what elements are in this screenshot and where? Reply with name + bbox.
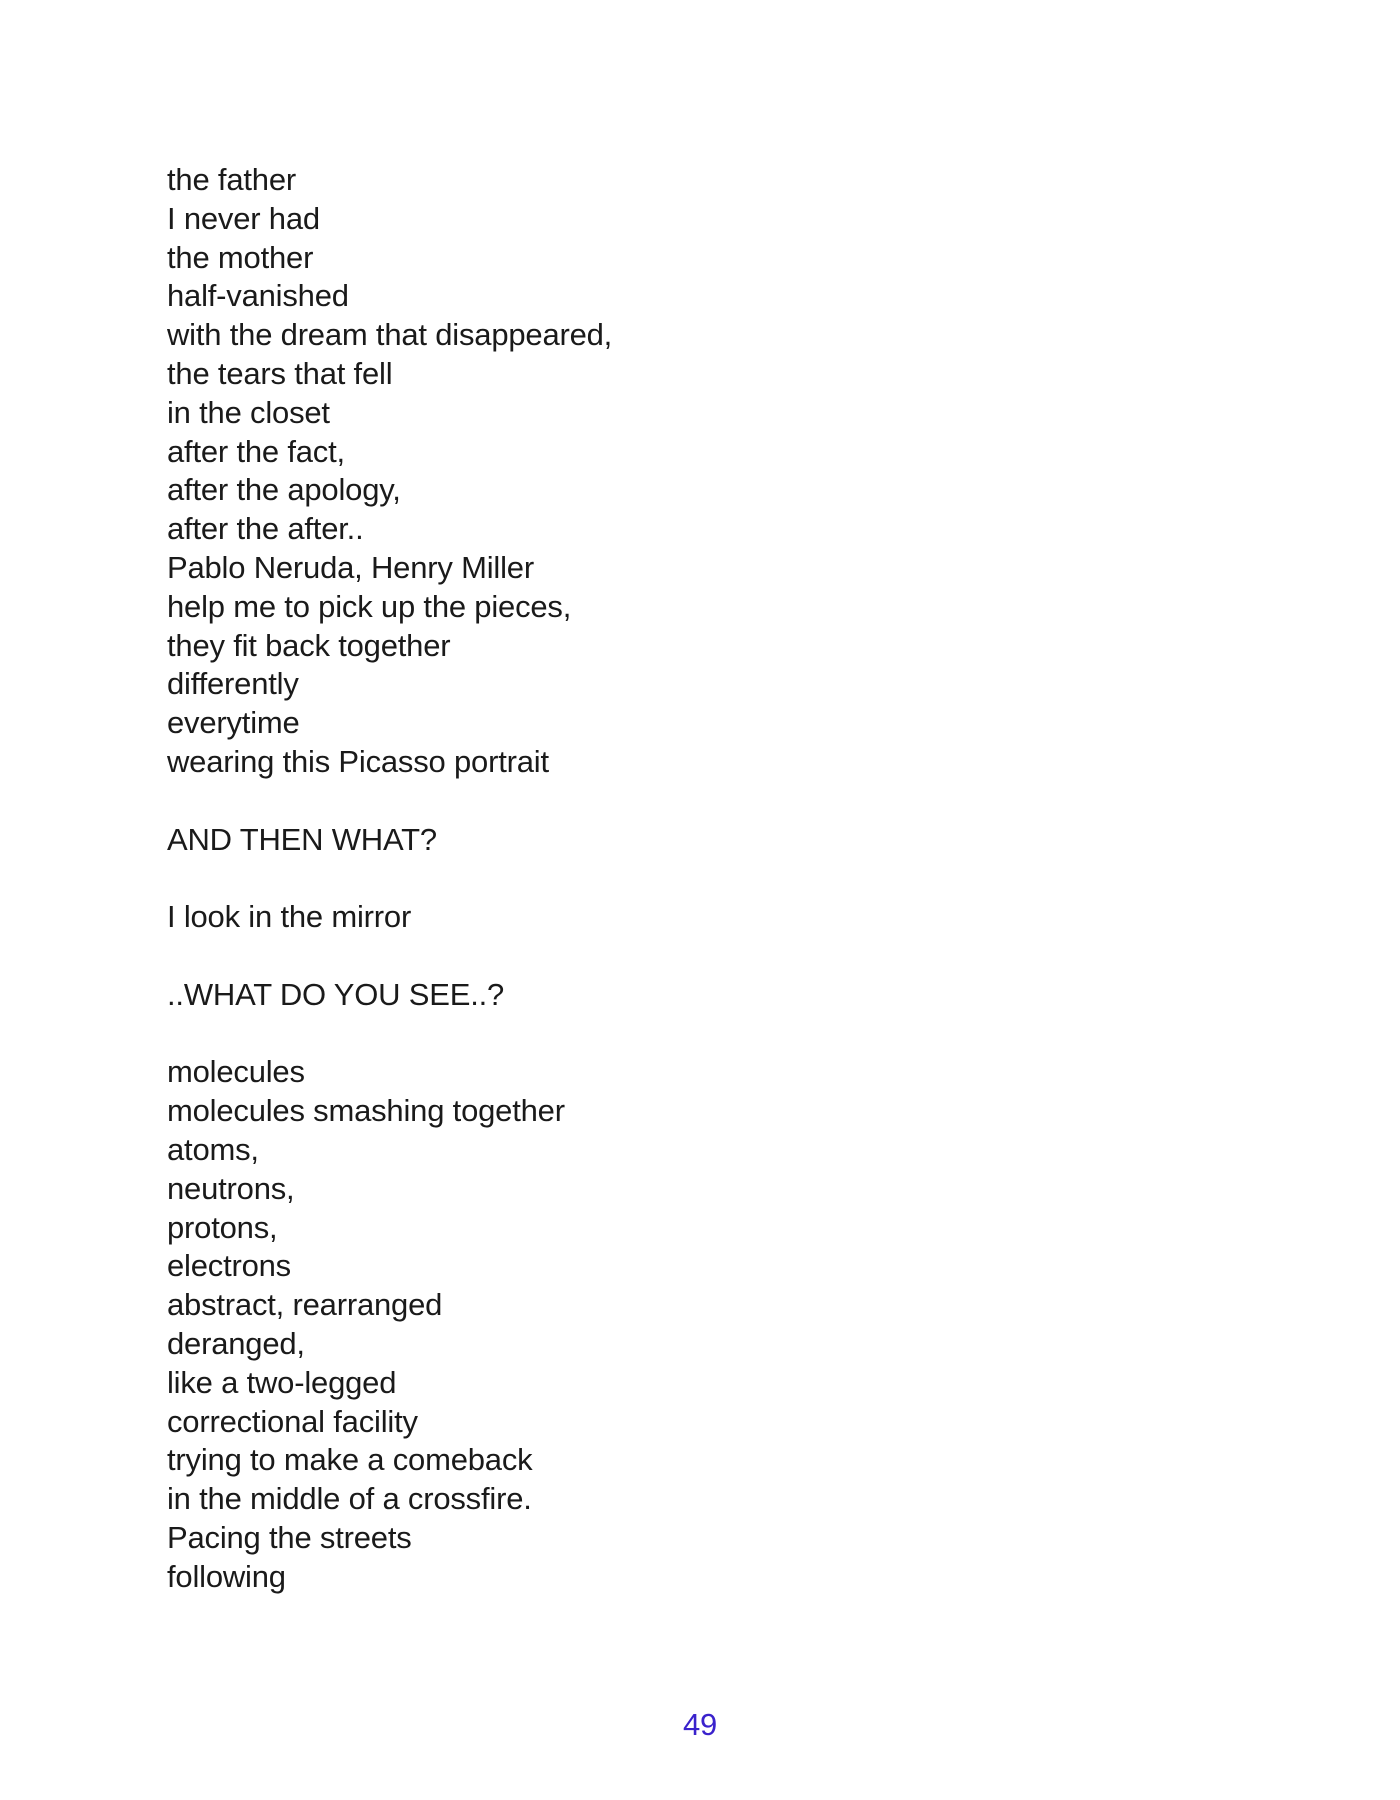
poem-line: in the closet: [167, 394, 330, 430]
poem-line: electrons: [167, 1248, 291, 1284]
poem-line: correctional facility: [167, 1403, 418, 1439]
poem-line: with the dream that disappeared,: [167, 317, 613, 353]
poem-line: I look in the mirror: [167, 899, 412, 935]
stanza: [167, 161, 612, 782]
poem-line: AND THEN WHAT?: [167, 821, 437, 857]
stanza: [167, 1053, 612, 1596]
poem-line: Pablo Neruda, Henry Miller: [167, 549, 534, 585]
poem-line: deranged,: [167, 1325, 305, 1361]
poem-line: after the apology,: [167, 472, 401, 508]
poem-line: like a two-legged: [167, 1364, 397, 1400]
poem-line: molecules smashing together: [167, 1093, 565, 1129]
poem-line: atoms,: [167, 1131, 259, 1167]
poem-line: ..WHAT DO YOU SEE..?: [167, 976, 505, 1012]
stanza: [167, 821, 612, 860]
poem-line: in the middle of a crossfire.: [167, 1481, 532, 1517]
poem-line: the father: [167, 162, 296, 197]
poem-line: differently: [167, 666, 299, 702]
poem-line: after the after..: [167, 511, 364, 547]
poem-line: protons,: [167, 1209, 278, 1245]
poem-line: wearing this Picasso portrait: [167, 743, 549, 779]
poem-line: trying to make a comeback: [167, 1442, 533, 1478]
poem-line: they fit back together: [167, 627, 451, 663]
poem-line: neutrons,: [167, 1170, 295, 1206]
poem-line: help me to pick up the pieces,: [167, 588, 572, 624]
poem-line: following: [167, 1558, 286, 1594]
stanza: [167, 898, 612, 937]
poem-line: the tears that fell: [167, 355, 393, 391]
poem-line: the mother: [167, 239, 314, 275]
poem-line: Pacing the streets: [167, 1519, 412, 1555]
stanza: [167, 976, 612, 1015]
poem-line: after the fact,: [167, 433, 345, 469]
poem-line: everytime: [167, 705, 300, 741]
page-number: 49: [682, 1707, 718, 1742]
poem: [167, 161, 612, 1596]
poem-line: half-vanished: [167, 278, 349, 314]
poem-line: I never had: [167, 200, 320, 236]
poem-line: molecules: [167, 1054, 305, 1090]
poem-line: abstract, rearranged: [167, 1287, 443, 1323]
